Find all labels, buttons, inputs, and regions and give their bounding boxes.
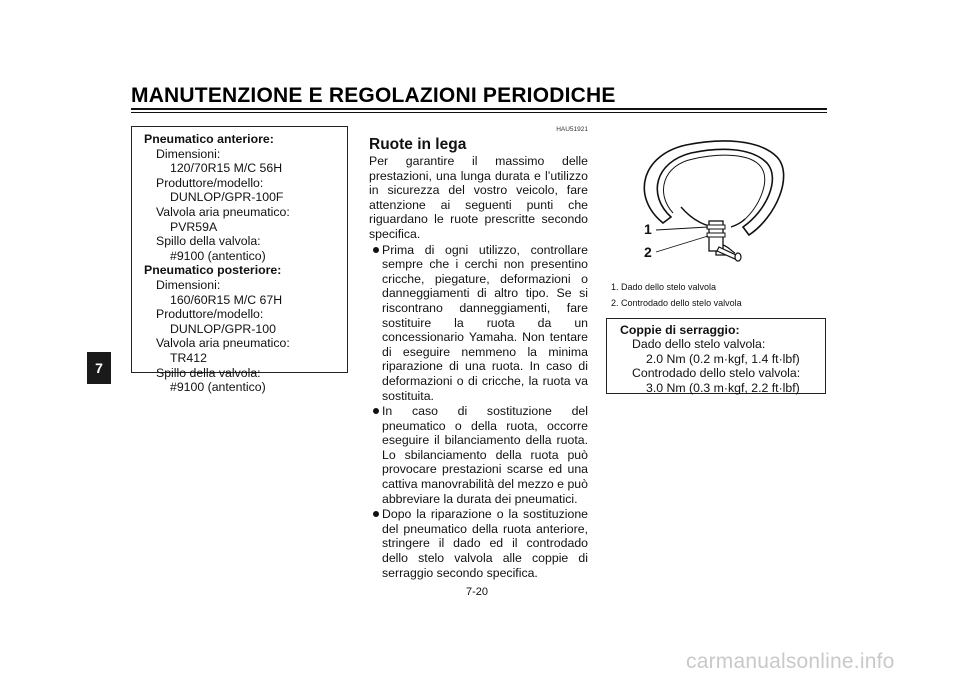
bullet-text: In caso di sostituzione del pneumatico o della ruota, occorre eseguire il bilanciamento della ruota. Lo sbilanciamento della ruota può provocare prestazioni scarse ed una cattiva manovrabilità del mezzo e può abbreviare la durata dei pneumatici. [382,404,588,506]
chapter-tab: 7 [87,352,111,384]
section-title: Ruote in lega [369,136,467,153]
rear-core-value: #9100 (antentico) [170,380,266,395]
rear-size-value: 160/60R15 M/C 67H [170,292,283,307]
front-tire-heading: Pneumatico anteriore: [144,132,274,146]
rear-size-label: Dimensioni: [156,277,221,292]
tire-spec-box [131,126,348,395]
section-intro: Per garantire il massimo delle prestazioni, una lunga durata e l’utilizzo in sicurezza del vostro veicolo, fare attenzione ai seguenti punti che riguardano le ruote prescritte secondo specifica. [369,154,588,241]
watermark: carmanualsonline.info [686,650,895,673]
caption-item: 1. Dado dello stelo valvola [611,282,717,292]
figure-captions [611,279,742,311]
bullet-item [369,507,588,580]
figure-callout-1: 1 [644,221,652,237]
torque-item2-label: Controdado dello stelo valvola: [632,366,801,381]
bullet-dot-icon [373,408,379,414]
header-rule-thick [131,108,827,110]
bullet-text: Dopo la riparazione o la sostituzione del pneumatico della ruota anteriore, stringere il dado ed il controdado dello stelo valvola alle coppie di serraggio secondo specifica. [382,507,588,580]
front-size-value: 120/70R15 M/C 56H [170,161,283,176]
rear-core-label: Spillo della valvola: [156,365,261,380]
front-valve-value: PVR59A [170,219,218,234]
torque-item1-value: 2.0 Nm (0.2 m·kgf, 1.4 ft·lbf) [646,351,800,366]
bullet-item [369,243,588,404]
rear-maker-value: DUNLOP/GPR-100 [170,321,276,336]
header-rule-thin [131,112,827,113]
front-core-label: Spillo della valvola: [156,234,261,249]
rear-tire-heading: Pneumatico posteriore: [144,263,282,278]
alloy-wheels-section [369,126,588,580]
front-maker-label: Produttore/modello: [156,175,264,190]
front-core-value: #9100 (antentico) [170,248,266,263]
page-number: 7-20 [466,586,489,598]
torque-spec-box [606,318,826,394]
page-title: MANUTENZIONE E REGOLAZIONI PERIODICHE [131,84,616,107]
torque-heading: Coppie di serraggio: [620,323,740,337]
figure-callout-2: 2 [644,244,652,260]
rear-valve-label: Valvola aria pneumatico: [156,336,290,351]
rear-maker-label: Produttore/modello: [156,307,264,322]
bullet-item [369,404,588,506]
torque-item2-value: 3.0 Nm (0.3 m·kgf, 2.2 ft·lbf) [646,380,800,395]
caption-item: 2. Controdado dello stelo valvola [611,298,742,308]
section-code: HAU51921 [556,126,588,133]
front-maker-value: DUNLOP/GPR-100F [170,190,284,205]
front-valve-label: Valvola aria pneumatico: [156,204,290,219]
front-size-label: Dimensioni: [156,146,221,161]
torque-item1-label: Dado dello stelo valvola: [632,337,766,352]
rear-valve-value: TR412 [170,350,207,365]
valve-stem-figure [611,135,826,280]
bullet-dot-icon [373,247,379,253]
bullet-dot-icon [373,511,379,517]
bullet-text: Prima di ogni utilizzo, controllare sempre che i cerchi non presentino cricche, piegature, deformazioni o danneggiamenti di altro tipo. Se si riscontrano danneggiamenti, fare sostituire la ruota da un concessionario Yamaha. Non tentare di eseguire nemmeno la minima riparazione di una ruota. In caso di deformazioni o di cricche, la ruota va sostituita. [382,242,588,403]
